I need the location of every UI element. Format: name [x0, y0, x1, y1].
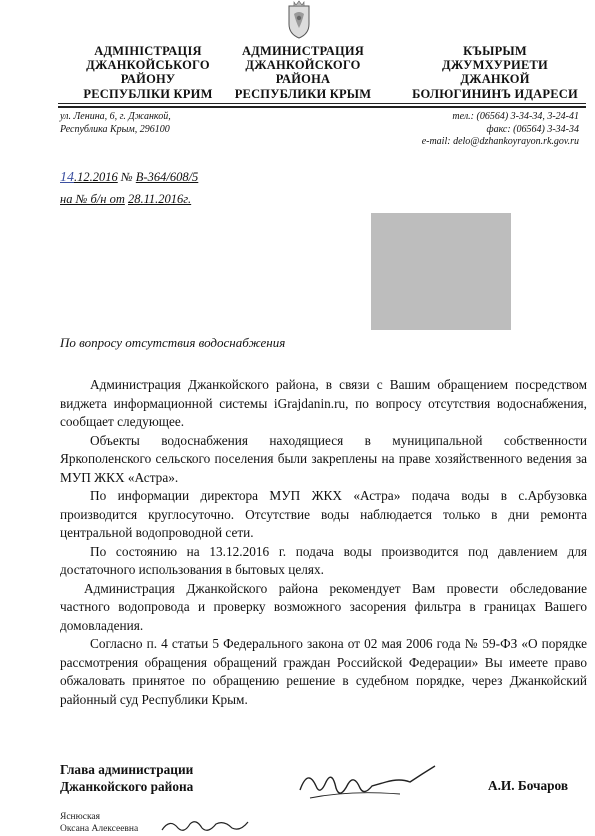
contact-info — [422, 111, 579, 149]
executor-surname: Яснюская — [60, 812, 101, 822]
signatory-title-line: Джанкойского района — [60, 779, 194, 794]
header-line: КЪЫРЫМ — [463, 44, 527, 58]
signatory-title-line: Глава администрации — [60, 762, 194, 777]
postal-address — [60, 111, 171, 136]
fax-line: факс: (06564) 3-34-34 — [486, 123, 579, 135]
header-line: БОЛЮГИНИНЪ ИДАРЕСИ — [412, 86, 578, 101]
outgoing-reference — [60, 170, 198, 186]
reference-date: .12.2016 — [74, 170, 118, 184]
header-line: РАЙОНУ — [120, 72, 176, 87]
signatory-name: А.И. Бочаров — [488, 778, 569, 793]
header-line: ДЖАНКОЙСЬКОГО — [86, 58, 210, 73]
header-ukrainian — [58, 44, 238, 101]
body-paragraph: По состоянию на 13.12.2016 г. подача воды производится под давлением для достаточного использования в бытовых целях. — [60, 543, 587, 577]
header-crimean-tatar — [400, 44, 590, 101]
address-line: ул. Ленина, 6, г. Джанкой, — [60, 111, 171, 122]
header-line: ДЖАНКОЙСКОГО — [245, 58, 361, 73]
incoming-reference-prefix: на № б/н от — [60, 192, 125, 206]
redacted-recipient-block — [371, 213, 511, 330]
body-paragraph: Администрация Джанкойского района, в связи с Вашим обращением посредством виджета информационной системы iGrajdanin.ru, по вопросу отсутствия водоснабжения, сообщает следующее. — [60, 377, 587, 429]
handwritten-signature — [290, 760, 440, 810]
header-line: АДМІНІСТРАЦІЯ — [94, 44, 202, 58]
address-line: Республика Крым, 296100 — [60, 123, 170, 135]
letter-subject: По вопросу отсутствия водоснабжения — [60, 335, 286, 350]
header-line: РАЙОНА — [275, 72, 331, 87]
email-line: e-mail: delo@dzhankoyrayon.rk.gov.ru — [421, 136, 579, 147]
executor-info — [60, 811, 138, 835]
signatory-title — [60, 761, 193, 795]
header-russian — [222, 44, 384, 101]
reference-number: В-364/608/5 — [135, 170, 199, 184]
body-paragraph: По информации директора МУП ЖКХ «Астра» подача воды в с.Арбузовка производится круглосуточно. Отсутствие воды наблюдается только в дни ремонта центральной водопроводной сети. — [60, 488, 587, 540]
handwritten-day: 14 — [60, 170, 74, 185]
header-line: РЕСПУБЛИКИ КРЫМ — [234, 86, 372, 101]
number-sign: № — [120, 170, 133, 184]
header-divider-thick — [58, 106, 586, 108]
body-paragraph: Объекты водоснабжения находящиеся в муниципальной собственности Яркополенского сельского поселения были закреплены на праве хозяйственного ведения за МУП ЖКХ «Астра». — [60, 432, 587, 485]
executor-given-names: Оксана Алексеевна — [60, 824, 139, 834]
header-line: РЕСПУБЛІКИ КРИМ — [83, 86, 213, 101]
coat-of-arms-emblem — [285, 0, 313, 40]
header-line: АДМИНИСТРАЦИЯ — [241, 44, 365, 58]
header-line: ДЖАНКОЙ — [460, 72, 530, 87]
incoming-reference-date: 28.11.2016г. — [127, 192, 192, 206]
executor-signature — [160, 816, 250, 836]
header-divider — [58, 103, 586, 104]
header-line: ДЖУМХУРИЕТИ — [442, 58, 548, 73]
letter-body — [60, 376, 587, 709]
phone-line: тел.: (06564) 3-34-34, 3-24-41 — [452, 111, 579, 122]
body-paragraph: Согласно п. 4 статьи 5 Федерального закона от 02 мая 2006 года № 59-ФЗ «О порядке рассмотрения обращения обращений граждан Российской Федерации» Вы имеете право обжаловать принятое по обращению решение в судебном порядке, через Джанкойский районный суд Республики Крым. — [60, 636, 587, 707]
body-paragraph: Администрация Джанкойского района рекомендует Вам провести обследование частного водопровода и проверку возможного засорения фильтра в границах Вашего домовладения. — [60, 580, 587, 633]
incoming-reference — [60, 192, 191, 207]
